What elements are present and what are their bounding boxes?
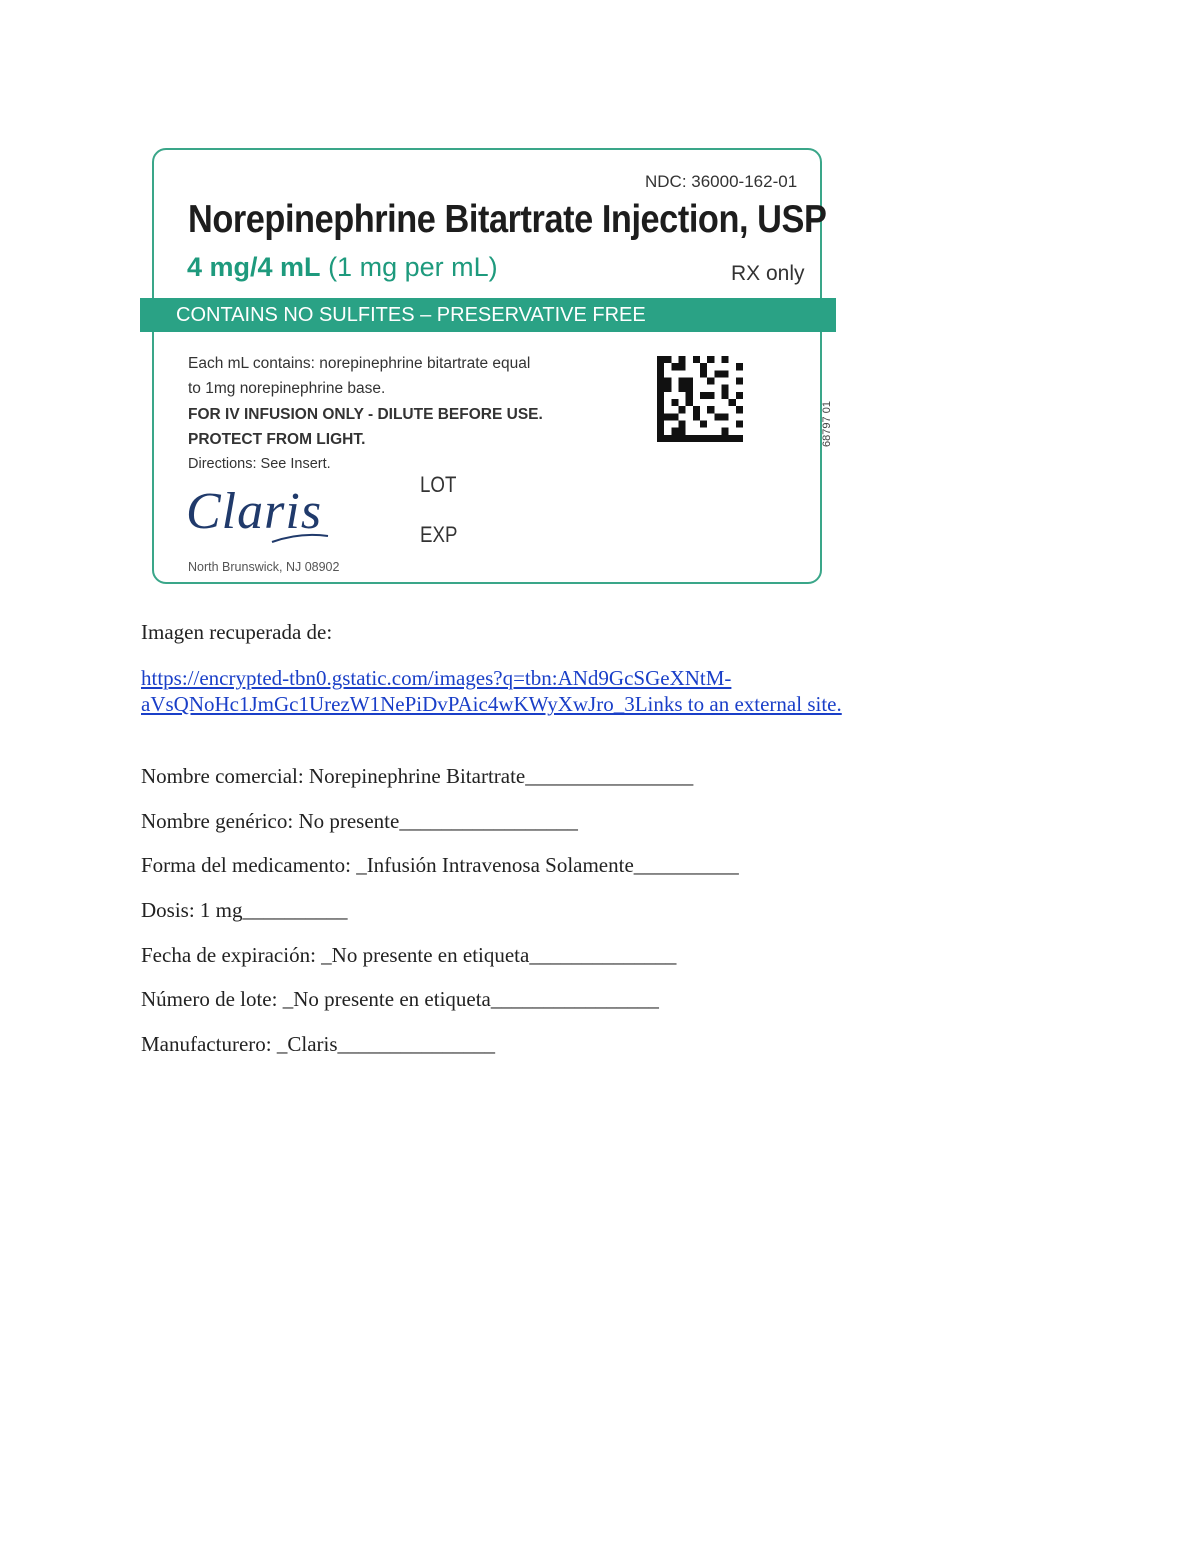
logo-swoosh-icon [270,530,330,544]
field-dosis: Dosis: 1 mg__________ [141,898,348,922]
field-manufacturero: Manufacturero: _Claris_______________ [141,1032,496,1056]
field-numero-lote: Número de lote: _No presente en etiqueta________________ [141,987,659,1011]
info-line: to 1mg norepinephrine base. [188,380,386,397]
image-caption: Imagen recuperada de: [141,620,333,644]
manufacturer-address: North Brunswick, NJ 08902 [188,560,340,574]
field-nombre-comercial: Nombre comercial: Norepinephrine Bitartrate________________ [141,764,694,788]
info-line: FOR IV INFUSION ONLY - DILUTE BEFORE USE. [188,406,543,423]
source-link[interactable] [141,666,842,716]
datamatrix-barcode-icon [656,356,744,442]
strength-sub: (1 mg per mL) [328,252,498,282]
side-code: 68797 01 [820,401,833,447]
drug-name: Norepinephrine Bitartrate Injection, USP [188,198,827,241]
rx-only: RX only [731,262,805,285]
strength-main: 4 mg/4 mL [187,252,321,282]
source-link-line-2: aVsQNoHc1JmGc1UrezW1NePiDvPAic4wKWyXwJro_3Links to an external site. [141,692,842,716]
info-line: Directions: See Insert. [188,456,331,472]
exp-label: EXP [420,522,458,547]
label-card [152,148,833,584]
drug-label-image [140,140,836,598]
source-link-line-1: https://encrypted-tbn0.gstatic.com/images?q=tbn:ANd9GcSGeXNtM- [141,666,732,690]
source-link-block [141,665,842,717]
info-line: PROTECT FROM LIGHT. [188,431,366,448]
field-nombre-generico: Nombre genérico: No presente_________________ [141,809,578,833]
info-line: Each mL contains: norepinephrine bitartrate equal [188,355,531,372]
ndc-code: NDC: 36000-162-01 [645,172,798,191]
field-fecha-expiracion: Fecha de expiración: _No presente en etiqueta______________ [141,943,677,967]
lot-label: LOT [420,472,457,497]
field-forma-medicamento: Forma del medicamento: _Infusión Intravenosa Solamente__________ [141,853,739,877]
claris-logo: Claris [186,483,323,540]
no-sulfites-banner: CONTAINS NO SULFITES – PRESERVATIVE FREE [140,298,836,332]
strength [187,252,498,283]
